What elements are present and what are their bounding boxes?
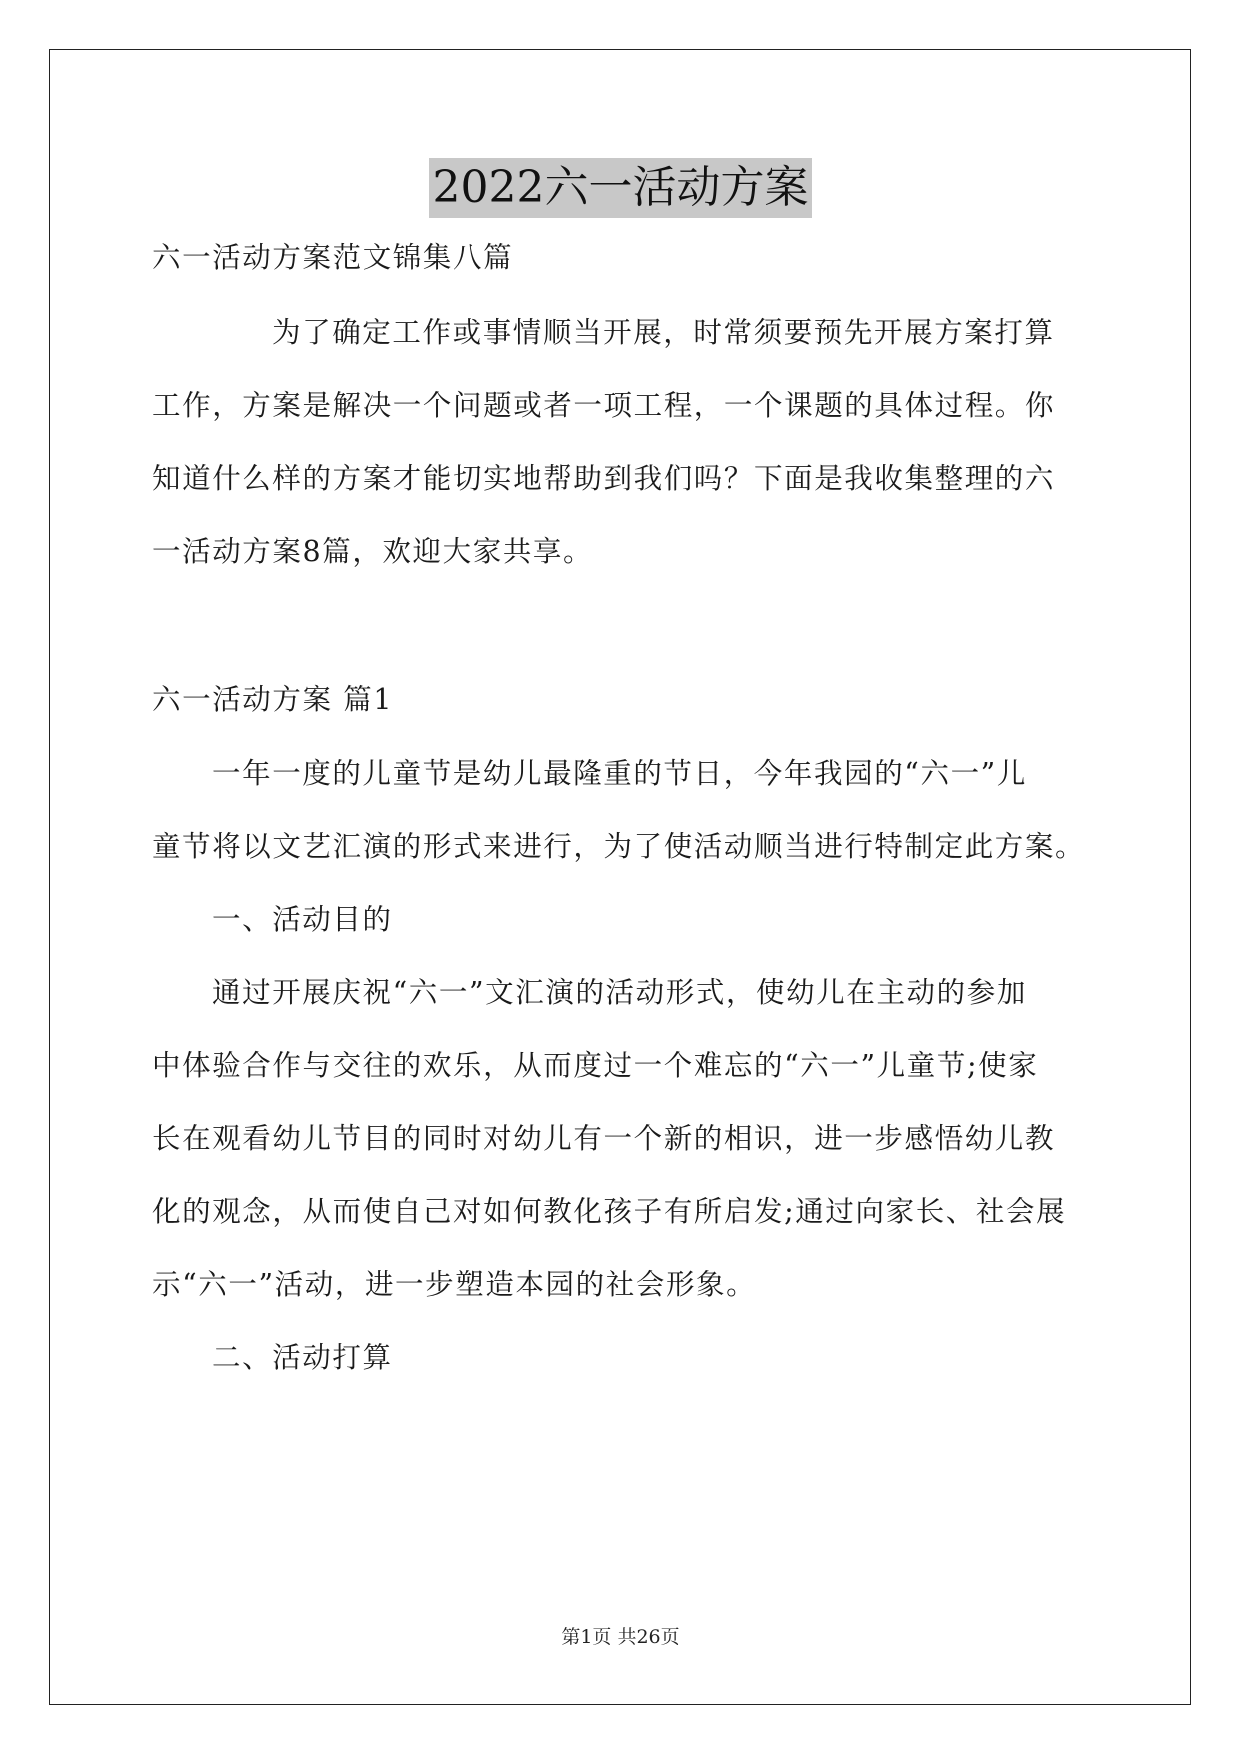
document-subtitle: 六一活动方案范文锦集八篇 bbox=[152, 241, 514, 274]
body-heading: 一、活动目的 bbox=[212, 903, 393, 936]
intro-line: 知道什么样的方案才能切实地帮助到我们吗？下面是我收集整理的六 bbox=[152, 462, 1056, 495]
body-line: 一年一度的儿童节是幼儿最隆重的节日，今年我园的“六一”儿 bbox=[212, 757, 1027, 790]
intro-line: 为了确定工作或事情顺当开展，时常须要预先开展方案打算 bbox=[272, 316, 1055, 349]
title-container bbox=[0, 158, 1241, 218]
page-border bbox=[49, 49, 1191, 1705]
body-line: 化的观念，从而使自己对如何教化孩子有所启发;通过向家长、社会展 bbox=[152, 1195, 1067, 1228]
body-line: 童节将以文艺汇演的形式来进行，为了使活动顺当进行特制定此方案。 bbox=[152, 830, 1086, 863]
document-title: 2022六一活动方案 bbox=[429, 158, 813, 218]
body-line: 长在观看幼儿节目的同时对幼儿有一个新的相识，进一步感悟幼儿教 bbox=[152, 1122, 1056, 1155]
section-heading: 六一活动方案 篇1 bbox=[152, 683, 394, 716]
body-heading: 二、活动打算 bbox=[212, 1341, 393, 1374]
body-line: 示“六一”活动，进一步塑造本园的社会形象。 bbox=[152, 1268, 757, 1301]
body-line: 中体验合作与交往的欢乐，从而度过一个难忘的“六一”儿童节;使家 bbox=[152, 1049, 1039, 1082]
intro-line: 一活动方案8篇，欢迎大家共享。 bbox=[152, 535, 594, 568]
page-footer: 第1页 共26页 bbox=[561, 1626, 680, 1648]
body-line: 通过开展庆祝“六一”文汇演的活动形式，使幼儿在主动的参加 bbox=[212, 976, 1027, 1009]
intro-line: 工作，方案是解决一个问题或者一项工程，一个课题的具体过程。你 bbox=[152, 389, 1056, 422]
